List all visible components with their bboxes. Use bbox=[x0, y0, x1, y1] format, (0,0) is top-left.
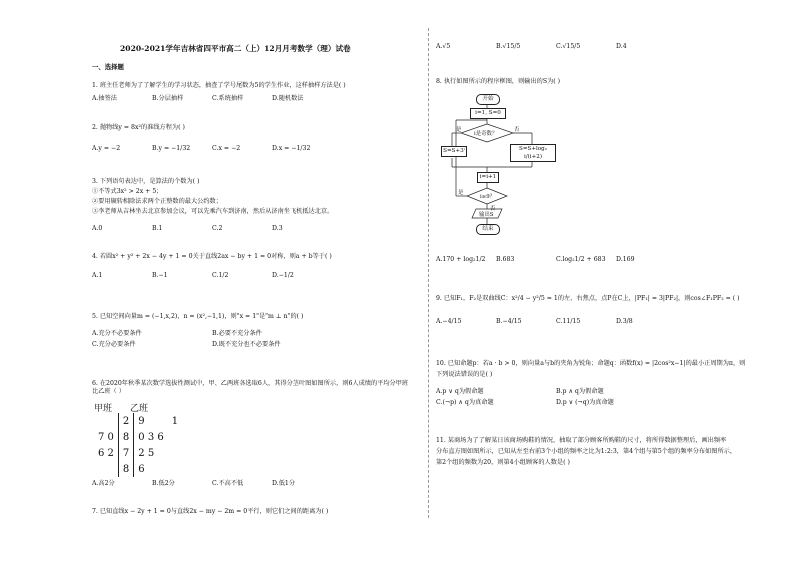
left-leaves: 6 2 bbox=[98, 447, 114, 459]
q7-option-c: C.√15/5 bbox=[556, 43, 581, 50]
q7-option-d: D.4 bbox=[616, 43, 627, 50]
column-divider bbox=[428, 28, 429, 518]
right-leaves-extra bbox=[168, 445, 182, 461]
stem-leaf-header-left: 甲班 bbox=[94, 404, 113, 414]
question-7: 7. 已知直线x − 2y + 1 = 0与直线2x − my − 2m = 0平行，则它们之间的距离为( ) bbox=[92, 508, 329, 515]
q10-option-a: A.p ∨ q为假命题 bbox=[436, 388, 484, 395]
stem-leaf-header-right: 乙班 bbox=[130, 404, 149, 414]
q6-option-b: B.低2分 bbox=[152, 480, 175, 487]
question-1: 1. 班主任老师为了了解学生的学习状态，抽查了学号尾数为5的学生作业，这样抽样方法是( ) bbox=[92, 82, 346, 89]
q4-option-c: C.1/2 bbox=[212, 272, 229, 279]
question-5: 5. 已知空间向量m = (−1,x,2)，n = (x²,−1,1)，则"x = 1"是"m ⊥ n"的( ) bbox=[92, 313, 304, 320]
right-leaves: 0 3 6 bbox=[138, 431, 164, 443]
q3-option-c: C.2 bbox=[212, 225, 223, 232]
q2-option-d: D.x = −1/32 bbox=[272, 145, 311, 152]
q5-option-a: A.充分不必要条件 bbox=[92, 330, 142, 337]
flow-start: 开始 bbox=[476, 94, 500, 105]
q2-option-a: A.y = −2 bbox=[92, 145, 121, 152]
flow-increment: i=i+1 bbox=[477, 172, 499, 183]
q10-option-c: C.(¬p) ∧ q为真命题 bbox=[436, 399, 494, 406]
q3-line-1: ①不等式3x² > 2x + 5； bbox=[92, 188, 163, 195]
flow-yes-2: 是 bbox=[458, 190, 464, 196]
q6-option-c: C.不高不低 bbox=[212, 480, 244, 487]
right-leaves: 6 bbox=[138, 463, 145, 475]
page-title: 2020-2021学年吉林省四平市高二（上）12月月考数学（理）试卷 bbox=[120, 44, 351, 53]
stem-leaf-plot bbox=[94, 401, 254, 477]
q7-option-b: B.√15/5 bbox=[496, 43, 521, 50]
flow-init: i=1, S=0 bbox=[470, 108, 506, 119]
flow-end: 结束 bbox=[476, 224, 500, 235]
q9-option-d: D.3/8 bbox=[616, 318, 633, 325]
question-4: 4. 若圆x² + y² + 2x − 4y + 1 = 0关于直线2ax − by + 1 = 0对称，则a + b等于( ) bbox=[92, 253, 332, 260]
q5-option-c: C.充分必要条件 bbox=[92, 341, 136, 348]
stem: 7 bbox=[118, 445, 133, 461]
q1-option-d: D.随机数法 bbox=[272, 95, 304, 102]
q6-option-a: A.高2分 bbox=[92, 480, 115, 487]
flow-yes: 是 bbox=[456, 127, 462, 133]
left-leaves bbox=[94, 413, 118, 429]
question-3: 3. 下列语句表达中，是算法的个数为( ) bbox=[92, 178, 200, 185]
right-leaves-extra bbox=[168, 461, 182, 477]
flow-condition-2: i≥9？ bbox=[480, 194, 496, 200]
flow-left-process: S=S+3ⁱ bbox=[441, 146, 467, 157]
q6-option-d: D.低1分 bbox=[272, 480, 296, 487]
question-11: 11. 某商场为了了解某日该商场购鞋的情况，抽取了部分顾客所购鞋的尺寸，将所得数据整理后，画出频率 bbox=[436, 437, 727, 444]
flow-condition: i是奇数？ bbox=[474, 131, 498, 137]
flow-no: 否 bbox=[514, 127, 520, 133]
section-heading: 一、选择题 bbox=[92, 63, 124, 71]
question-8: 8. 执行如图所示的程序框图，则输出的S为( ) bbox=[436, 78, 561, 85]
left-leaves bbox=[94, 461, 118, 477]
stem-leaf-row bbox=[94, 461, 182, 477]
stem-leaf-table bbox=[94, 413, 183, 477]
q9-option-a: A.−4/15 bbox=[436, 318, 462, 325]
right-leaves: 2 5 bbox=[138, 447, 155, 459]
q3-option-b: B.1 bbox=[152, 225, 163, 232]
question-10: 10. 已知命题p：若a · b > 0，则向量a与b的夹角为锐角；命题q：函数f(x) = |2cos²x−1|的最小正周期为π，则 bbox=[436, 360, 746, 367]
q4-option-a: A.1 bbox=[92, 272, 103, 279]
q3-option-d: D.3 bbox=[272, 225, 283, 232]
q10-option-d: D.p ∨ (¬q)为真命题 bbox=[556, 399, 614, 406]
stem: 8 bbox=[118, 429, 133, 445]
flow-output: 输出S bbox=[479, 212, 494, 218]
q2-option-b: B.y = −1/32 bbox=[152, 145, 191, 152]
q8-option-c: C.log₂1/2 + 683 bbox=[556, 256, 606, 263]
flowchart bbox=[440, 92, 560, 242]
q9-option-c: C.11/15 bbox=[556, 318, 581, 325]
q3-option-a: A.0 bbox=[92, 225, 103, 232]
q3-line-2: ②要用辗转相除法求两个正整数的最大公约数； bbox=[92, 198, 222, 205]
stem-leaf-row bbox=[94, 445, 182, 461]
stem: 2 bbox=[118, 413, 133, 429]
q7-option-a: A.√5 bbox=[436, 43, 451, 50]
q4-option-d: D.−1/2 bbox=[272, 272, 294, 279]
flow-no-2: 否 bbox=[490, 206, 496, 212]
q2-option-c: C.x = −2 bbox=[212, 145, 241, 152]
q1-option-c: C.系统抽样 bbox=[212, 95, 244, 102]
question-10-line-2: 下列说法错误的是( ) bbox=[436, 371, 493, 378]
q1-option-a: A.抽签法 bbox=[92, 95, 117, 102]
q5-option-b: B.必要不充分条件 bbox=[212, 330, 262, 337]
stem-leaf-row bbox=[94, 413, 182, 429]
flow-right-process: S=S+log₂ i/(i+2) bbox=[510, 144, 556, 162]
stem: 8 bbox=[118, 461, 133, 477]
question-11-line-2: 分布直方图如图所示，已知从左至右前3个小组的频率之比为1:2:3，第4个组与第5个组的频率分布如图所示， bbox=[436, 448, 737, 455]
q9-option-b: B.−4/15 bbox=[496, 318, 522, 325]
question-11-line-3: 第2个组的频数为20，则第4小组顾客的人数是( ) bbox=[436, 459, 570, 466]
q8-option-b: B.683 bbox=[496, 256, 515, 263]
q8-option-d: D.169 bbox=[616, 256, 635, 263]
right-leaves: 9 bbox=[138, 415, 145, 427]
question-9: 9. 已知F₁，F₂是双曲线C：x²/4 − y²/5 = 1的左、右焦点，点P在C上，|PF₁| = 3|PF₂|，则cos∠F₁PF₂ = ( ) bbox=[436, 295, 740, 302]
stem-leaf-row bbox=[94, 429, 182, 445]
q3-line-3: ③李老师从吉林坐去北京参加会议，可以先乘汽车到济南，然后从济南坐飞机抵达北京。 bbox=[92, 208, 334, 215]
q8-option-a: A.170 + log₂1/2 bbox=[436, 256, 486, 263]
right-leaves-extra: 1 bbox=[171, 415, 179, 427]
q1-option-b: B.分层抽样 bbox=[152, 95, 184, 102]
q10-option-b: B.p ∧ q为假命题 bbox=[556, 388, 604, 395]
question-6: 6. 在2020年秋季某次数学选拔性测试中，甲、乙两班各选取6人，其得分茎叶图如图所示，则6人成绩的平均分甲班比乙班（ ） bbox=[92, 380, 409, 395]
question-2: 2. 抛物线y = 8x²的准线方程为( ) bbox=[92, 124, 185, 131]
left-leaves: 7 0 bbox=[98, 431, 114, 443]
q4-option-b: B.−1 bbox=[152, 272, 168, 279]
right-leaves-extra bbox=[168, 429, 182, 445]
q5-option-d: D.既不充分也不必要条件 bbox=[212, 341, 281, 348]
